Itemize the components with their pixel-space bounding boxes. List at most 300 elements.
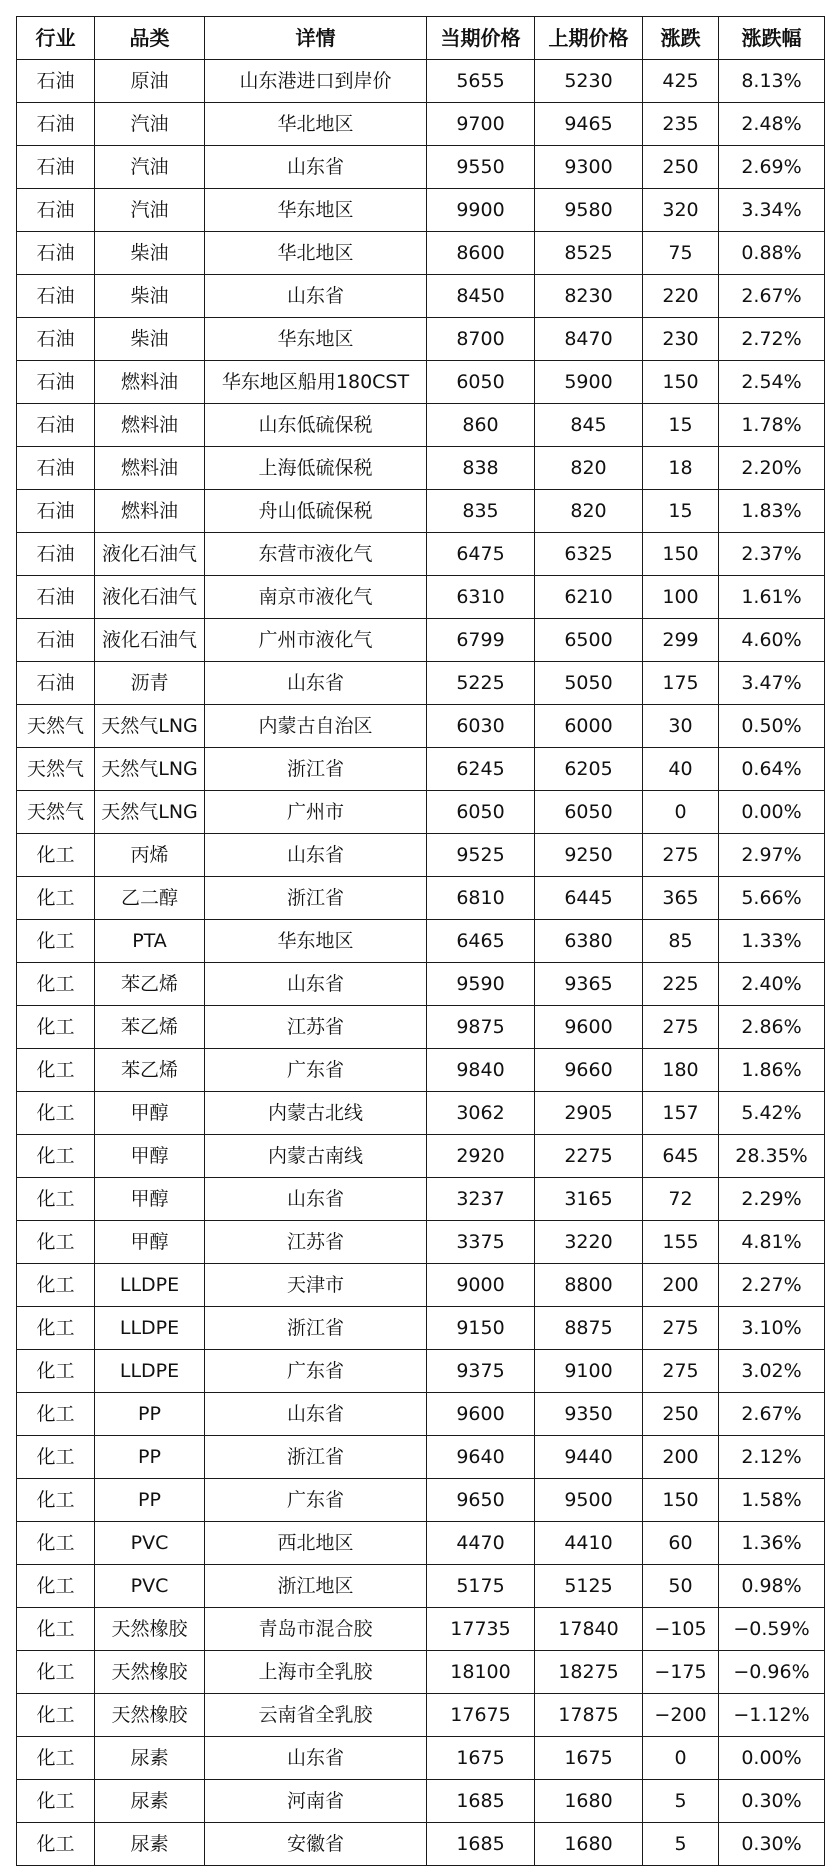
detail-cell: 内蒙古自治区 [205,705,427,748]
industry-cell: 化工 [17,963,95,1006]
previous-price-cell: 2275 [535,1135,643,1178]
category-cell: 柴油 [95,318,205,361]
industry-cell: 化工 [17,1694,95,1737]
category-cell: LLDPE [95,1264,205,1307]
industry-cell: 石油 [17,619,95,662]
category-cell: 尿素 [95,1737,205,1780]
change-cell: 50 [643,1565,719,1608]
table-row [17,60,825,103]
current-price-cell: 6050 [427,791,535,834]
industry-cell: 化工 [17,1393,95,1436]
detail-cell: 山东省 [205,662,427,705]
industry-cell: 化工 [17,920,95,963]
change-percent-cell: 0.00% [719,1737,825,1780]
table-row [17,1737,825,1780]
table-row [17,189,825,232]
detail-cell: 内蒙古南线 [205,1135,427,1178]
change-cell: 180 [643,1049,719,1092]
current-price-cell: 9875 [427,1006,535,1049]
table-row [17,1006,825,1049]
detail-cell: 广东省 [205,1049,427,1092]
change-percent-cell: 2.72% [719,318,825,361]
previous-price-cell: 9100 [535,1350,643,1393]
change-percent-cell: 0.50% [719,705,825,748]
change-percent-cell: 2.86% [719,1006,825,1049]
current-price-cell: 3237 [427,1178,535,1221]
change-percent-cell: 3.47% [719,662,825,705]
change-cell: 365 [643,877,719,920]
detail-cell: 广东省 [205,1479,427,1522]
table-row [17,318,825,361]
category-cell: 天然橡胶 [95,1694,205,1737]
detail-cell: 华北地区 [205,103,427,146]
industry-cell: 天然气 [17,791,95,834]
table-row [17,1479,825,1522]
industry-cell: 化工 [17,1565,95,1608]
header-industry: 行业 [17,17,95,60]
change-cell: 85 [643,920,719,963]
detail-cell: 华东地区 [205,920,427,963]
detail-cell: 上海市全乳胶 [205,1651,427,1694]
industry-cell: 石油 [17,404,95,447]
previous-price-cell: 6500 [535,619,643,662]
detail-cell: 东营市液化气 [205,533,427,576]
change-percent-cell: 3.34% [719,189,825,232]
detail-cell: 华东地区 [205,189,427,232]
industry-cell: 化工 [17,1436,95,1479]
change-cell: 0 [643,791,719,834]
change-percent-cell: 4.81% [719,1221,825,1264]
change-cell: −105 [643,1608,719,1651]
previous-price-cell: 9660 [535,1049,643,1092]
table-row [17,1823,825,1866]
change-percent-cell: 0.88% [719,232,825,275]
industry-cell: 石油 [17,318,95,361]
previous-price-cell: 5900 [535,361,643,404]
industry-cell: 化工 [17,1307,95,1350]
previous-price-cell: 6445 [535,877,643,920]
table-row [17,1178,825,1221]
current-price-cell: 8600 [427,232,535,275]
table-row [17,533,825,576]
current-price-cell: 6810 [427,877,535,920]
header-current-price: 当期价格 [427,17,535,60]
change-cell: −200 [643,1694,719,1737]
change-percent-cell: 2.48% [719,103,825,146]
change-percent-cell: 2.20% [719,447,825,490]
industry-cell: 化工 [17,1135,95,1178]
previous-price-cell: 9580 [535,189,643,232]
detail-cell: 舟山低硫保税 [205,490,427,533]
current-price-cell: 835 [427,490,535,533]
current-price-cell: 9150 [427,1307,535,1350]
detail-cell: 浙江省 [205,1307,427,1350]
detail-cell: 江苏省 [205,1221,427,1264]
current-price-cell: 9000 [427,1264,535,1307]
table-row [17,1393,825,1436]
change-percent-cell: 4.60% [719,619,825,662]
change-percent-cell: 1.61% [719,576,825,619]
category-cell: 燃料油 [95,361,205,404]
previous-price-cell: 18275 [535,1651,643,1694]
change-cell: 150 [643,1479,719,1522]
change-cell: 225 [643,963,719,1006]
detail-cell: 山东省 [205,1737,427,1780]
category-cell: 苯乙烯 [95,1006,205,1049]
current-price-cell: 3062 [427,1092,535,1135]
change-cell: 275 [643,834,719,877]
previous-price-cell: 8230 [535,275,643,318]
category-cell: 甲醇 [95,1092,205,1135]
detail-cell: 浙江省 [205,877,427,920]
current-price-cell: 17735 [427,1608,535,1651]
previous-price-cell: 8525 [535,232,643,275]
change-cell: 200 [643,1436,719,1479]
table-row [17,361,825,404]
change-percent-cell: 2.40% [719,963,825,1006]
industry-cell: 化工 [17,1178,95,1221]
current-price-cell: 838 [427,447,535,490]
previous-price-cell: 1675 [535,1737,643,1780]
category-cell: 柴油 [95,232,205,275]
change-percent-cell: 0.64% [719,748,825,791]
category-cell: 天然气LNG [95,791,205,834]
table-row [17,963,825,1006]
detail-cell: 青岛市混合胶 [205,1608,427,1651]
industry-cell: 化工 [17,1737,95,1780]
change-percent-cell: 28.35% [719,1135,825,1178]
change-percent-cell: 2.29% [719,1178,825,1221]
category-cell: PP [95,1393,205,1436]
change-percent-cell: 8.13% [719,60,825,103]
industry-cell: 化工 [17,1479,95,1522]
change-cell: 425 [643,60,719,103]
current-price-cell: 1685 [427,1780,535,1823]
previous-price-cell: 5050 [535,662,643,705]
table-row [17,1780,825,1823]
change-percent-cell: −0.59% [719,1608,825,1651]
table-row [17,1694,825,1737]
table-row [17,490,825,533]
header-change-percent: 涨跌幅 [719,17,825,60]
current-price-cell: 5175 [427,1565,535,1608]
category-cell: 甲醇 [95,1178,205,1221]
current-price-cell: 5225 [427,662,535,705]
change-cell: 220 [643,275,719,318]
category-cell: 液化石油气 [95,533,205,576]
change-cell: 250 [643,1393,719,1436]
industry-cell: 石油 [17,232,95,275]
change-cell: 0 [643,1737,719,1780]
detail-cell: 河南省 [205,1780,427,1823]
industry-cell: 化工 [17,1006,95,1049]
table-row [17,146,825,189]
change-cell: 40 [643,748,719,791]
table-body [17,60,825,1866]
change-cell: 200 [643,1264,719,1307]
industry-cell: 石油 [17,60,95,103]
industry-cell: 化工 [17,1221,95,1264]
change-cell: 150 [643,361,719,404]
change-percent-cell: 2.67% [719,275,825,318]
previous-price-cell: 6210 [535,576,643,619]
change-cell: 5 [643,1780,719,1823]
detail-cell: 天津市 [205,1264,427,1307]
industry-cell: 石油 [17,361,95,404]
current-price-cell: 9700 [427,103,535,146]
change-cell: 15 [643,490,719,533]
current-price-cell: 6030 [427,705,535,748]
table-row [17,1436,825,1479]
current-price-cell: 17675 [427,1694,535,1737]
industry-cell: 化工 [17,1780,95,1823]
change-cell: 299 [643,619,719,662]
change-percent-cell: 2.12% [719,1436,825,1479]
previous-price-cell: 8875 [535,1307,643,1350]
table-row [17,619,825,662]
previous-price-cell: 9465 [535,103,643,146]
category-cell: 液化石油气 [95,619,205,662]
previous-price-cell: 1680 [535,1780,643,1823]
category-cell: 天然气LNG [95,748,205,791]
previous-price-cell: 9440 [535,1436,643,1479]
detail-cell: 华东地区 [205,318,427,361]
industry-cell: 石油 [17,533,95,576]
current-price-cell: 6799 [427,619,535,662]
table-row [17,103,825,146]
table-row [17,1651,825,1694]
detail-cell: 山东省 [205,834,427,877]
detail-cell: 山东港进口到岸价 [205,60,427,103]
table-row [17,920,825,963]
change-percent-cell: 2.54% [719,361,825,404]
change-cell: 60 [643,1522,719,1565]
change-percent-cell: 2.97% [719,834,825,877]
change-cell: 275 [643,1006,719,1049]
category-cell: 燃料油 [95,490,205,533]
previous-price-cell: 8470 [535,318,643,361]
table-row [17,705,825,748]
current-price-cell: 1685 [427,1823,535,1866]
previous-price-cell: 5230 [535,60,643,103]
industry-cell: 化工 [17,1651,95,1694]
current-price-cell: 2920 [427,1135,535,1178]
change-percent-cell: 1.78% [719,404,825,447]
table-row [17,1049,825,1092]
table-row [17,1565,825,1608]
change-percent-cell: 0.30% [719,1780,825,1823]
change-cell: −175 [643,1651,719,1694]
change-cell: 18 [643,447,719,490]
header-category: 品类 [95,17,205,60]
industry-cell: 化工 [17,1823,95,1866]
previous-price-cell: 6050 [535,791,643,834]
price-table [16,16,825,1866]
previous-price-cell: 17875 [535,1694,643,1737]
category-cell: 燃料油 [95,404,205,447]
current-price-cell: 9375 [427,1350,535,1393]
previous-price-cell: 6325 [535,533,643,576]
current-price-cell: 3375 [427,1221,535,1264]
table-row [17,791,825,834]
current-price-cell: 9900 [427,189,535,232]
change-percent-cell: 0.98% [719,1565,825,1608]
current-price-cell: 6310 [427,576,535,619]
detail-cell: 广东省 [205,1350,427,1393]
change-cell: 235 [643,103,719,146]
industry-cell: 化工 [17,1092,95,1135]
change-cell: 5 [643,1823,719,1866]
previous-price-cell: 9500 [535,1479,643,1522]
detail-cell: 广州市液化气 [205,619,427,662]
table-row [17,662,825,705]
change-cell: 150 [643,533,719,576]
category-cell: 沥青 [95,662,205,705]
previous-price-cell: 4410 [535,1522,643,1565]
table-row [17,447,825,490]
table-row [17,1608,825,1651]
change-cell: 230 [643,318,719,361]
detail-cell: 山东低硫保税 [205,404,427,447]
industry-cell: 化工 [17,877,95,920]
current-price-cell: 8700 [427,318,535,361]
category-cell: 原油 [95,60,205,103]
header-change: 涨跌 [643,17,719,60]
current-price-cell: 9840 [427,1049,535,1092]
previous-price-cell: 1680 [535,1823,643,1866]
table-row [17,404,825,447]
category-cell: LLDPE [95,1307,205,1350]
current-price-cell: 9550 [427,146,535,189]
table-row [17,232,825,275]
change-percent-cell: 1.58% [719,1479,825,1522]
category-cell: 天然橡胶 [95,1651,205,1694]
change-percent-cell: 2.69% [719,146,825,189]
industry-cell: 石油 [17,447,95,490]
current-price-cell: 9525 [427,834,535,877]
detail-cell: 江苏省 [205,1006,427,1049]
detail-cell: 安徽省 [205,1823,427,1866]
previous-price-cell: 820 [535,447,643,490]
current-price-cell: 9600 [427,1393,535,1436]
previous-price-cell: 6380 [535,920,643,963]
industry-cell: 石油 [17,275,95,318]
previous-price-cell: 9250 [535,834,643,877]
category-cell: 尿素 [95,1780,205,1823]
industry-cell: 石油 [17,490,95,533]
table-row [17,576,825,619]
detail-cell: 山东省 [205,963,427,1006]
industry-cell: 石油 [17,662,95,705]
change-percent-cell: 5.42% [719,1092,825,1135]
previous-price-cell: 8800 [535,1264,643,1307]
industry-cell: 化工 [17,1522,95,1565]
previous-price-cell: 5125 [535,1565,643,1608]
industry-cell: 石油 [17,576,95,619]
change-percent-cell: 3.10% [719,1307,825,1350]
change-percent-cell: 1.83% [719,490,825,533]
category-cell: LLDPE [95,1350,205,1393]
change-percent-cell: 2.67% [719,1393,825,1436]
current-price-cell: 6245 [427,748,535,791]
change-percent-cell: 3.02% [719,1350,825,1393]
industry-cell: 天然气 [17,705,95,748]
table-row [17,1307,825,1350]
detail-cell: 山东省 [205,146,427,189]
detail-cell: 云南省全乳胶 [205,1694,427,1737]
previous-price-cell: 17840 [535,1608,643,1651]
change-cell: 15 [643,404,719,447]
table-row [17,877,825,920]
change-percent-cell: 2.27% [719,1264,825,1307]
previous-price-cell: 845 [535,404,643,447]
header-detail: 详情 [205,17,427,60]
industry-cell: 石油 [17,146,95,189]
current-price-cell: 860 [427,404,535,447]
category-cell: 丙烯 [95,834,205,877]
category-cell: 汽油 [95,103,205,146]
current-price-cell: 1675 [427,1737,535,1780]
change-cell: 155 [643,1221,719,1264]
detail-cell: 西北地区 [205,1522,427,1565]
change-cell: 645 [643,1135,719,1178]
category-cell: 甲醇 [95,1221,205,1264]
table-header [17,17,825,60]
category-cell: PTA [95,920,205,963]
category-cell: 苯乙烯 [95,963,205,1006]
category-cell: 天然橡胶 [95,1608,205,1651]
industry-cell: 天然气 [17,748,95,791]
detail-cell: 内蒙古北线 [205,1092,427,1135]
table-row [17,275,825,318]
change-cell: 100 [643,576,719,619]
category-cell: 苯乙烯 [95,1049,205,1092]
header-row [17,17,825,60]
change-cell: 250 [643,146,719,189]
change-percent-cell: 2.37% [719,533,825,576]
current-price-cell: 8450 [427,275,535,318]
detail-cell: 南京市液化气 [205,576,427,619]
detail-cell: 广州市 [205,791,427,834]
table-row [17,834,825,877]
detail-cell: 上海低硫保税 [205,447,427,490]
previous-price-cell: 9300 [535,146,643,189]
change-cell: 72 [643,1178,719,1221]
current-price-cell: 4470 [427,1522,535,1565]
industry-cell: 化工 [17,834,95,877]
previous-price-cell: 6205 [535,748,643,791]
industry-cell: 石油 [17,189,95,232]
change-cell: 275 [643,1307,719,1350]
category-cell: 乙二醇 [95,877,205,920]
category-cell: PVC [95,1522,205,1565]
detail-cell: 山东省 [205,275,427,318]
detail-cell: 浙江省 [205,1436,427,1479]
change-percent-cell: 0.00% [719,791,825,834]
category-cell: PP [95,1479,205,1522]
change-cell: 320 [643,189,719,232]
change-cell: 157 [643,1092,719,1135]
change-percent-cell: 1.86% [719,1049,825,1092]
current-price-cell: 9590 [427,963,535,1006]
previous-price-cell: 2905 [535,1092,643,1135]
detail-cell: 浙江地区 [205,1565,427,1608]
change-cell: 75 [643,232,719,275]
previous-price-cell: 9350 [535,1393,643,1436]
change-cell: 275 [643,1350,719,1393]
category-cell: PVC [95,1565,205,1608]
industry-cell: 化工 [17,1608,95,1651]
